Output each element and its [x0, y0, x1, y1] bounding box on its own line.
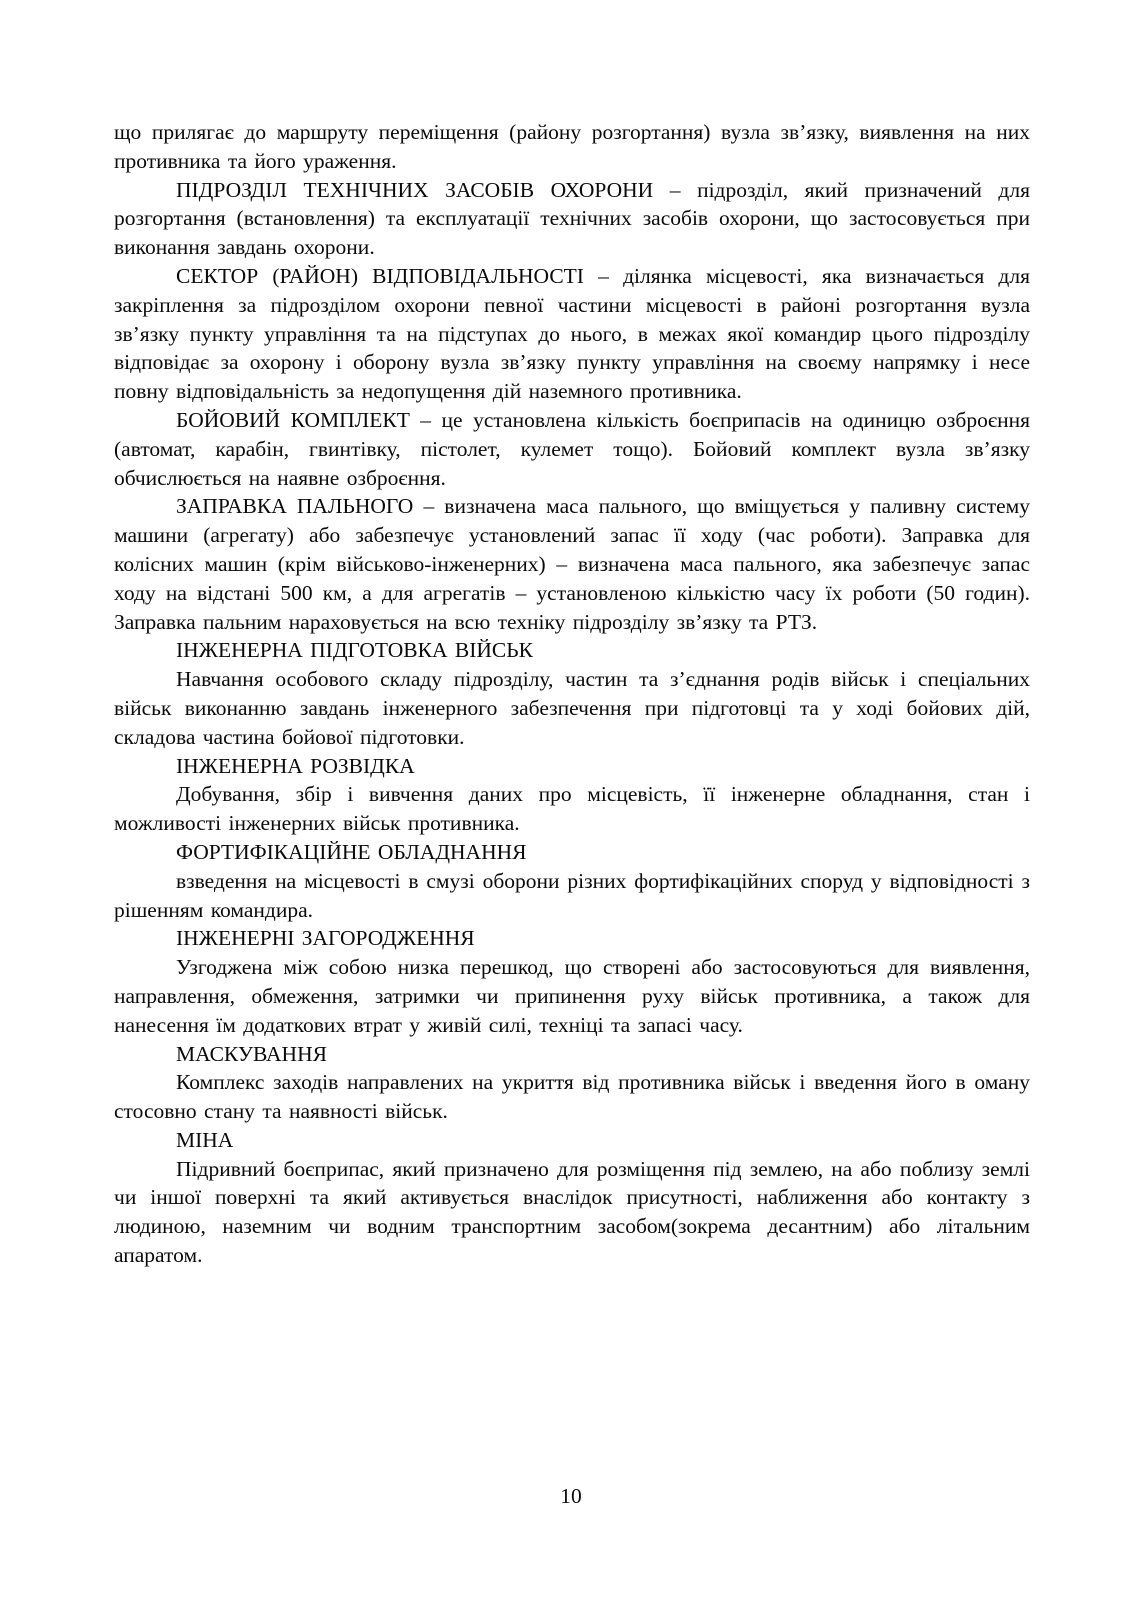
term-heading: ФОРТИФІКАЦІЙНЕ ОБЛАДНАННЯ	[176, 839, 527, 864]
paragraph-definition: Комплекс заходів направлених на укриття від противника військ і введення його в оману стосовно стану та наявності військ.	[114, 1070, 1030, 1124]
paragraph-definition: СЕКТОР (РАЙОН) ВІДПОВІДАЛЬНОСТІ – ділянка місцевості, яка визначається для закріплення за підрозділом охорони певної частини місцевості в районі розгортання вузла зв’язку пункту управління та на підступах до нього, в межах якої командир цього підрозділу відповідає за охорону і оборону вузла зв’язку пункту управління на своєму напрямку і несе повну відповідальність за недопущення дій наземного противника.	[114, 263, 1030, 404]
paragraph-definition: Узгоджена між собою низка перешкод, що створені або застосовуються для виявлення, направлення, обмеження, затримки чи припинення руху військ противника, а також для нанесення їм додаткових втрат у живій силі, техніці та запасі часу.	[114, 955, 1030, 1037]
paragraph-definition: ПІДРОЗДІЛ ТЕХНІЧНИХ ЗАСОБІВ ОХОРОНИ – підрозділ, який призначений для розгортання (встановлення) та експлуатації технічних засобів охорони, що застосовується при виконання завдань охорони.	[114, 177, 1030, 260]
paragraph-definition: Добування, збір і вивчення даних про місцевість, її інженерне обладнання, стан і можливості інженерних військ противника.	[114, 782, 1030, 836]
page-number: 10	[560, 1484, 582, 1508]
term-heading: МАСКУВАННЯ	[176, 1041, 327, 1066]
paragraph-definition: БОЙОВИЙ КОМПЛЕКТ – це установлена кількість боєприпасів на одиницю озброєння (автомат, карабін, гвинтівку, пістолет, кулемет тощо). Бойовий комплект вузла зв’язку обчислюється на наявне озброєння.	[114, 407, 1030, 490]
term-heading: ІНЖЕНЕРНА РОЗВІДКА	[176, 753, 415, 778]
paragraph-definition: Навчання особового складу підрозділу, частин та з’єднання родів військ і спеціальних військ виконанню завдань інженерного забезпечення при підготовці та у ході бойових дій, складова частина бойової підготовки.	[114, 667, 1030, 749]
paragraph-definition: Підривний боєприпас, який призначено для розміщення під землею, на або поблизу землі чи іншої поверхні та який активується внаслідок присутності, наближення або контакту з людиною, наземним чи водним транспортним засобом(зокрема десантним) або літальним апаратом.	[114, 1156, 1030, 1268]
term-heading: ІНЖЕНЕРНА ПІДГОТОВКА ВІЙСЬК	[176, 638, 533, 663]
paragraph-continuation: що прилягає до маршруту переміщення (району розгортання) вузла зв’язку, виявлення на них противника та його ураження.	[114, 120, 1030, 173]
paragraph-definition: ЗАПРАВКА ПАЛЬНОГО – визначена маса пального, що вміщується у паливну систему машини (агрегату) або забезпечує установлений запас її ходу (час роботи). Заправка для колісних машин (крім військово-інженерних) – визначена маса пального, яка забезпечує запас ходу на відстані 500 км, а для агрегатів – установленою кількістю часу їх роботи (50 годин). Заправка пальним нараховується на всю техніку підрозділу зв’язку та РТЗ.	[114, 494, 1030, 634]
paragraph-definition: взведення на місцевості в смузі оборони різних фортифікаційних споруд у відповідності з рішенням командира.	[114, 868, 1030, 922]
page-content	[114, 118, 1030, 1270]
term-heading: ІНЖЕНЕРНІ ЗАГОРОДЖЕННЯ	[176, 926, 475, 951]
term-heading: МІНА	[176, 1127, 234, 1152]
